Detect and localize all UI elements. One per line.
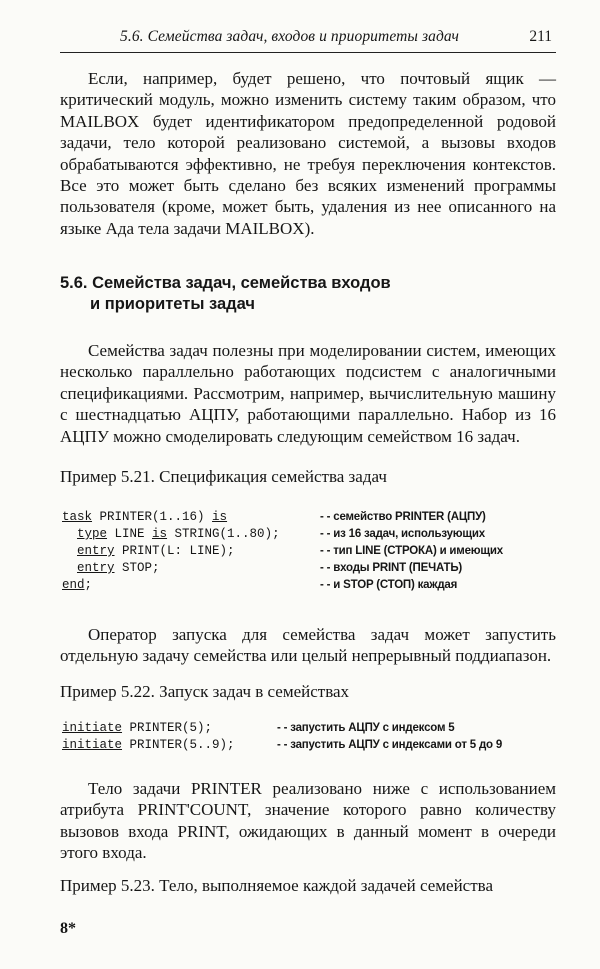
keyword: initiate [62,738,123,752]
running-title: 5.6. Семейства задач, входов и приоритеты задач [120,28,460,45]
paragraph-initiate [60,624,556,667]
code-comment: - - семейство PRINTER (АЦПУ) [320,511,486,523]
code-line: initiate PRINTER(5); - - запустить АЦПУ с индексом 5 [62,721,455,735]
section-number: 5.6. [60,274,88,292]
code-block-initiate [62,720,552,754]
code-comment: - - запустить АЦПУ с индексом 5 [277,722,455,734]
code-comment: - - входы PRINT (ПЕЧАТЬ) [320,562,463,574]
keyword: end [62,578,85,592]
example-5-23-caption: Пример 5.23. Тело, выполняемое каждой задачей семейства [60,876,494,895]
code-line: type LINE is STRING(1..80); - - из 16 задач, использующих [77,527,485,541]
keyword: task [62,510,93,524]
section-title-line2: и приоритеты задач [90,295,255,313]
code-comment: - - из 16 задач, использующих [320,528,485,540]
code-line: task PRINTER(1..16) is - - семейство PRINTER (АЦПУ) [62,510,486,524]
code-line: end; - - и STOP (СТОП) каждая [62,578,458,592]
code-block-spec [62,509,552,594]
example-5-21-caption: Пример 5.21. Спецификация семейства задач [60,467,387,486]
paragraph-text: Семейства задач полезны при моделировании систем, имеющих несколько параллельно работающих подсистем с аналогичными спецификациями. Рассмотрим, например, вычислительную машину с шестнадцатью АЦПУ, работающими параллельно. Набор из 16 АЦПУ можно смоделировать следующим семейством 16 задач. [60,341,556,446]
page-number: 211 [529,28,552,45]
code-line: entry STOP; - - входы PRINT (ПЕЧАТЬ) [77,561,463,575]
paragraph-text: Если, например, будет решено, что почтовый ящик — критический модуль, можно изменить систему таким образом, что MAILBOX будет идентификатором предопределенной родовой задачи, тело которой реализовано системой, а вызовы входов обрабатываются эффективно, не требуя переключения контекстов. Все это может быть сделано без всяких изменений программы пользователя (кроме, может быть, удаления из нее описанного на языке Ада тела задачи MAILBOX). [60,69,556,238]
section-heading [60,273,480,315]
keyword: is [212,510,228,524]
code-comment: - - тип LINE (СТРОКА) и имеющих [320,545,503,557]
keyword: type [77,527,108,541]
paragraph-text: Тело задачи PRINTER реализовано ниже с использованием атрибута PRINT'COUNT, значение которого равно количеству вызовов входа PRINT, ожидающих в данный момент в очереди этого входа. [60,779,556,863]
paragraph-printer-body [60,778,556,864]
paragraph-task-families [60,340,556,447]
code-comment: - - и STOP (СТОП) каждая [320,579,458,591]
keyword: entry [77,561,115,575]
paragraph-mailbox [60,68,556,239]
page-header [60,26,556,53]
example-5-22-caption: Пример 5.22. Запуск задач в семействах [60,682,350,701]
code-line: initiate PRINTER(5..9); - - запустить АЦПУ с индексами от 5 до 9 [62,738,503,752]
code-comment: - - запустить АЦПУ с индексами от 5 до 9 [277,739,503,751]
code-line: entry PRINT(L: LINE); - - тип LINE (СТРОКА) и имеющих [77,544,503,558]
paragraph-text: Оператор запуска для семейства задач может запустить отдельную задачу семейства или целый непрерывный поддиапазон. [60,625,556,666]
keyword: is [152,527,168,541]
section-title-line1: Семейства задач, семейства входов [92,274,391,292]
signature-mark: 8* [60,920,76,937]
keyword: initiate [62,721,123,735]
keyword: entry [77,544,115,558]
